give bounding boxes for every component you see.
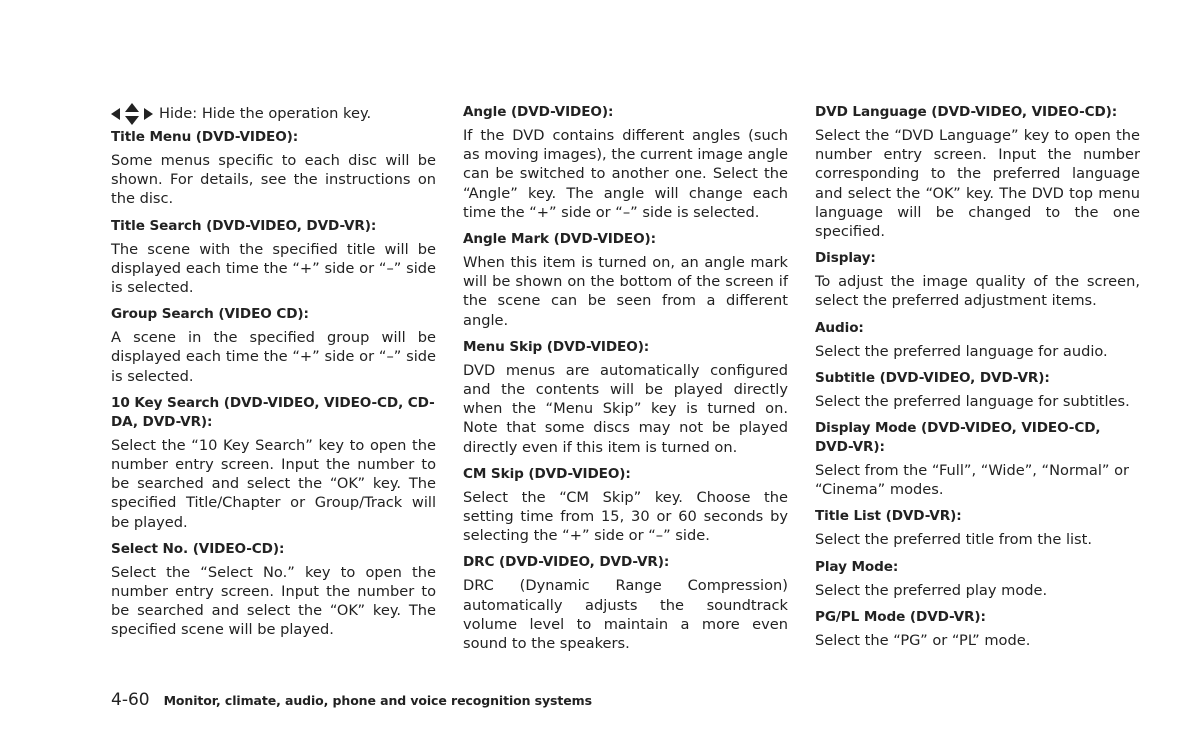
pg-pl-mode-item: [815, 608, 1140, 650]
angle-mark-item: [463, 230, 788, 330]
section-heading: Title Menu (DVD-VIDEO):: [111, 129, 299, 145]
section-heading: 10 Key Search (DVD-VIDEO, VIDEO-CD, CD-DA, DVD-VR):: [111, 394, 435, 430]
section-heading: CM Skip (DVD-VIDEO):: [463, 465, 631, 482]
section-body: Select the “Select No.” key to open the number entry screen. Input the number to be searched and select the “OK” key. The specified scene will be played.: [111, 563, 436, 639]
menu-skip-item: [463, 338, 788, 457]
section-body: Select the “DVD Language” key to open the number entry screen. Input the number corresponding to the preferred language and select the “OK” key. The DVD top menu language will be changed to the one specified.: [815, 127, 1140, 241]
section-heading: Display:: [815, 250, 876, 267]
section-heading: Angle Mark (DVD-VIDEO):: [463, 231, 656, 248]
section-body: Select the preferred language for subtitles.: [815, 392, 1130, 410]
section-heading: PG/PL Mode (DVD-VR):: [815, 608, 986, 625]
section-heading: DRC (DVD-VIDEO, DVD-VR):: [463, 554, 670, 571]
section-body: The scene with the specified title will be displayed each time the “+” side or “–” side is selected.: [111, 240, 436, 297]
section-body: Select the preferred play mode.: [815, 581, 1048, 599]
section-heading: Select No. (VIDEO-CD):: [111, 540, 285, 557]
section-body: DRC (Dynamic Range Compression) automatically adjusts the soundtrack volume level to maintain a more even sound to the speakers.: [463, 577, 788, 653]
section-heading: Angle (DVD-VIDEO):: [463, 104, 614, 120]
section-heading: Title List (DVD-VR):: [815, 508, 962, 525]
subtitle-item: [815, 369, 1140, 411]
section-body: Select the “PG” or “PL” mode.: [815, 631, 1031, 649]
group-search-item: [111, 305, 436, 386]
title-list-item: [815, 507, 1140, 549]
section-body: Select the preferred language for audio.: [815, 342, 1108, 360]
audio-item: [815, 319, 1140, 361]
section-body: Select the “10 Key Search” key to open the number entry screen. Input the number to be searched and select the “OK” key. The specified Title/Chapter or Group/Track will be played.: [111, 436, 436, 531]
hide-line: [111, 103, 436, 125]
section-heading: Title Search (DVD-VIDEO, DVD-VR):: [111, 217, 377, 234]
page-footer: [111, 690, 592, 710]
section-heading: Subtitle (DVD-VIDEO, DVD-VR):: [815, 369, 1050, 386]
display-mode-item: [815, 419, 1140, 499]
ten-key-search-item: [111, 394, 436, 532]
section-body: Some menus specific to each disc will be shown. For details, see the instructions on the disc.: [111, 152, 436, 208]
section-body: Select from the “Full”, “Wide”, “Normal” or “Cinema” modes.: [815, 462, 1130, 499]
display-item: [815, 249, 1140, 310]
title-menu-item: [111, 128, 436, 209]
angle-item: [463, 103, 788, 222]
section-heading: Display Mode (DVD-VIDEO, VIDEO-CD, DVD-VR):: [815, 420, 1101, 456]
section-body: Select the “CM Skip” key. Choose the setting time from 15, 30 or 60 seconds by selecting the “+” side or “–” side.: [463, 488, 788, 545]
section-body: When this item is turned on, an angle mark will be shown on the bottom of the screen if the scene can be seen from a different angle.: [463, 254, 788, 329]
section-heading: Menu Skip (DVD-VIDEO):: [463, 338, 650, 355]
section-body: If the DVD contains different angles (such as moving images), the current image angle can be switched to another one. Select the “Angle” key. The angle will change each time the “+” side or “–” side is selected.: [463, 127, 788, 221]
column-2: [463, 103, 788, 661]
drc-item: [463, 553, 788, 653]
hide-text: Hide: Hide the operation key.: [159, 105, 372, 123]
dvd-language-item: [815, 103, 1140, 241]
title-search-item: [111, 217, 436, 298]
select-no-item: [111, 540, 436, 640]
four-direction-arrows-icon: [111, 103, 153, 125]
page-number: 4-60: [111, 690, 150, 710]
column-1: [111, 103, 436, 648]
section-body: Select the preferred title from the list.: [815, 531, 1093, 549]
section-heading: DVD Language (DVD-VIDEO, VIDEO-CD):: [815, 104, 1118, 120]
cm-skip-item: [463, 465, 788, 546]
section-body: A scene in the specified group will be displayed each time the “+” side or “–” side is selected.: [111, 329, 436, 385]
chapter-title: Monitor, climate, audio, phone and voice recognition systems: [163, 693, 592, 708]
play-mode-item: [815, 558, 1140, 600]
section-heading: Group Search (VIDEO CD):: [111, 306, 309, 323]
section-body: To adjust the image quality of the screen, select the preferred adjustment items.: [815, 273, 1140, 310]
section-heading: Play Mode:: [815, 558, 899, 575]
column-3: [815, 103, 1140, 658]
section-body: DVD menus are automatically configured and the contents will be played directly when the “Menu Skip” key is turned on. Note that some discs may not be played directly even if this item is turned on.: [463, 361, 788, 456]
section-heading: Audio:: [815, 319, 864, 336]
